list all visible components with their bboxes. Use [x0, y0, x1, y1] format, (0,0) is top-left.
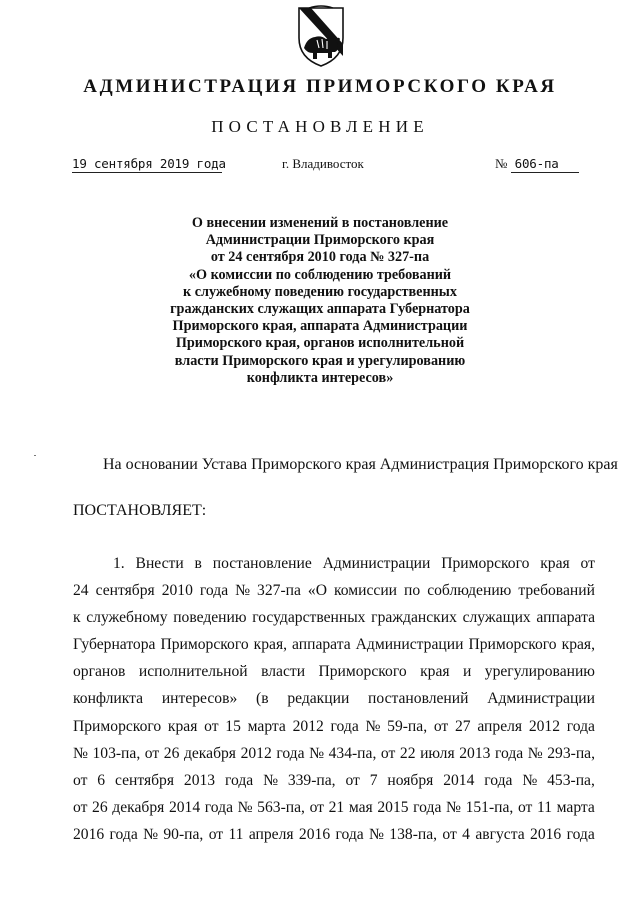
word: от [442, 825, 457, 843]
word: 2012 [292, 717, 324, 735]
document-city: г. Владивосток [282, 156, 364, 171]
word: поведению [173, 609, 247, 627]
word: гражданских [371, 609, 457, 627]
word: 103-па, [92, 744, 141, 762]
word: 6 [97, 771, 106, 789]
paragraph-1 [73, 550, 595, 848]
word: власти [261, 663, 306, 681]
paragraph-line [73, 577, 595, 604]
word: от [433, 717, 449, 735]
word: года [494, 744, 524, 762]
word: редакции [287, 690, 350, 708]
word: края, [253, 636, 288, 654]
word: постановлений [368, 690, 469, 708]
title-line: от 24 сентября 2010 года № 327-па [210, 249, 430, 266]
word: Администрации [355, 636, 464, 654]
word: требований [518, 582, 595, 600]
word: органов [73, 663, 126, 681]
word: № [365, 717, 381, 735]
word: апреля [248, 825, 294, 843]
word: Приморского [441, 555, 530, 572]
legal-basis: На основании Устава Приморского края Администрация Приморского края [103, 456, 618, 473]
word: Приморского [160, 636, 249, 654]
word: служащих [462, 609, 531, 627]
paragraph-line [73, 794, 595, 821]
organization-name: АДМИНИСТРАЦИЯ ПРИМОРСКОГО КРАЯ [83, 76, 557, 97]
word: Губернатора [73, 636, 156, 654]
word: года [224, 771, 254, 789]
word: апреля [477, 717, 523, 735]
title-line: гражданских служащих аппарата Губернатора [170, 301, 470, 318]
title-line: Приморского края, органов исполнительной [175, 335, 465, 352]
word: Приморского [73, 717, 162, 735]
word: 11 [537, 798, 553, 816]
word: Приморского [318, 663, 407, 681]
word: 151-па, [465, 798, 514, 816]
word: 1. [113, 555, 125, 572]
word: № [235, 582, 251, 600]
word: № [446, 798, 461, 816]
word: 2015 [377, 798, 409, 816]
word: 2014 [168, 798, 201, 816]
word: года [204, 798, 233, 816]
word: Администрации [487, 690, 595, 708]
document-number-value: 606-па [511, 156, 579, 173]
word: края, [561, 636, 595, 654]
word: 138-па, [389, 825, 438, 843]
word: года [330, 717, 359, 735]
word: 2012 [528, 717, 561, 735]
word: мая [348, 798, 373, 816]
word: года [413, 798, 442, 816]
word: по [404, 582, 421, 600]
word: от [380, 744, 396, 762]
word: ноября [387, 771, 434, 789]
word: года [335, 825, 364, 843]
word: 15 [225, 717, 241, 735]
word: 2016 [73, 825, 105, 843]
word: аппарата [536, 609, 595, 627]
paragraph-line [73, 740, 595, 767]
word: года [566, 825, 595, 843]
word: сентября [114, 771, 175, 789]
paragraph-line [73, 821, 595, 848]
word: марта [247, 717, 286, 735]
word: 7 [369, 771, 378, 789]
word: от [73, 798, 88, 816]
document-type: ПОСТАНОВЛЕНИЕ [211, 117, 429, 136]
word: № [522, 771, 538, 789]
word: № [527, 744, 543, 762]
word: от [73, 771, 88, 789]
word: 90-па, [163, 825, 204, 843]
title-line: Приморского края, аппарата Администрации [172, 318, 468, 335]
word: постановление [212, 555, 312, 572]
word: сентября [95, 582, 155, 600]
word: (в [256, 690, 269, 708]
word: 2012 [240, 744, 272, 762]
word: августа [475, 825, 525, 843]
word: Внести [135, 555, 184, 572]
word: 26 [163, 744, 180, 762]
word: Администрации [322, 555, 431, 572]
word: 4 [462, 825, 470, 843]
paragraph-line [73, 604, 595, 631]
word: 2014 [443, 771, 475, 789]
word: от [580, 555, 595, 572]
word: 27 [455, 717, 471, 735]
word: края [420, 663, 450, 681]
word: 563-па, [257, 798, 305, 816]
word: № [143, 825, 159, 843]
document-number-label: № [495, 156, 508, 171]
decree-word: ПОСТАНОВЛЯЕТ: [73, 502, 207, 519]
word: от [204, 717, 219, 735]
word: Приморского [468, 636, 557, 654]
word: от [144, 744, 160, 762]
paragraph-line [73, 767, 595, 794]
document-number [495, 156, 587, 173]
word: интересов» [161, 690, 238, 708]
word: урегулированию [484, 663, 595, 681]
word: служебному [86, 609, 168, 627]
word: декабря [183, 744, 236, 762]
document-date: 19 сентября 2019 года [72, 156, 226, 171]
word: от [517, 798, 533, 816]
word: июля [420, 744, 455, 762]
title-line: власти Приморского края и урегулированию [174, 352, 466, 369]
word: года [199, 582, 229, 600]
word: 2013 [183, 771, 216, 789]
word: и [463, 663, 472, 681]
word: края [167, 717, 198, 735]
word: 2010 [161, 582, 193, 600]
word: № [263, 771, 278, 789]
word: года [566, 717, 595, 735]
word: 293-па, [547, 744, 595, 762]
word: 11 [228, 825, 244, 843]
scan-mark [34, 455, 36, 456]
word: марта [556, 798, 595, 816]
word: 59-па, [387, 717, 428, 735]
word: «О [307, 582, 327, 600]
title-line: Администрации Приморского края [205, 232, 435, 249]
word: 2016 [298, 825, 331, 843]
word: года [109, 825, 138, 843]
word: года [276, 744, 305, 762]
title-line: О внесении изменений в постановление [191, 215, 449, 231]
word: комиссии [334, 582, 398, 600]
word: государственных [252, 609, 366, 627]
word: 453-па, [547, 771, 595, 789]
word: 22 [399, 744, 416, 762]
word: года [484, 771, 513, 789]
word: края [540, 555, 570, 572]
word: № [237, 798, 253, 816]
word: исполнительной [138, 663, 248, 681]
word: конфликта [73, 690, 144, 708]
word: 2016 [530, 825, 562, 843]
word: 24 [73, 582, 89, 600]
word: от [208, 825, 224, 843]
paragraph-line [73, 550, 595, 577]
word: № [73, 744, 88, 762]
primorsky-krai-coat-of-arms-icon [295, 4, 347, 70]
word: аппарата [292, 636, 351, 654]
word: от [309, 798, 324, 816]
word: от [345, 771, 360, 789]
word: 26 [92, 798, 108, 816]
word: соблюдению [427, 582, 512, 600]
title-line: к служебному поведению государственных [183, 283, 457, 300]
paragraph-line [73, 685, 595, 712]
word: 21 [328, 798, 345, 816]
word: 434-па, [328, 744, 377, 762]
word: в [194, 555, 202, 572]
word: декабря [112, 798, 165, 816]
word: № [369, 825, 384, 843]
paragraph-line [73, 631, 595, 658]
word: № [309, 744, 325, 762]
document-title [100, 215, 540, 387]
word: 2013 [459, 744, 491, 762]
title-line: «О комиссии по соблюдению требований [188, 266, 452, 283]
paragraph-line [73, 658, 595, 685]
word: 327-па [257, 582, 301, 600]
title-line: конфликта интересов» [246, 369, 394, 386]
word: к [73, 609, 81, 627]
paragraph-line [73, 713, 595, 740]
word: 339-па, [287, 771, 336, 789]
